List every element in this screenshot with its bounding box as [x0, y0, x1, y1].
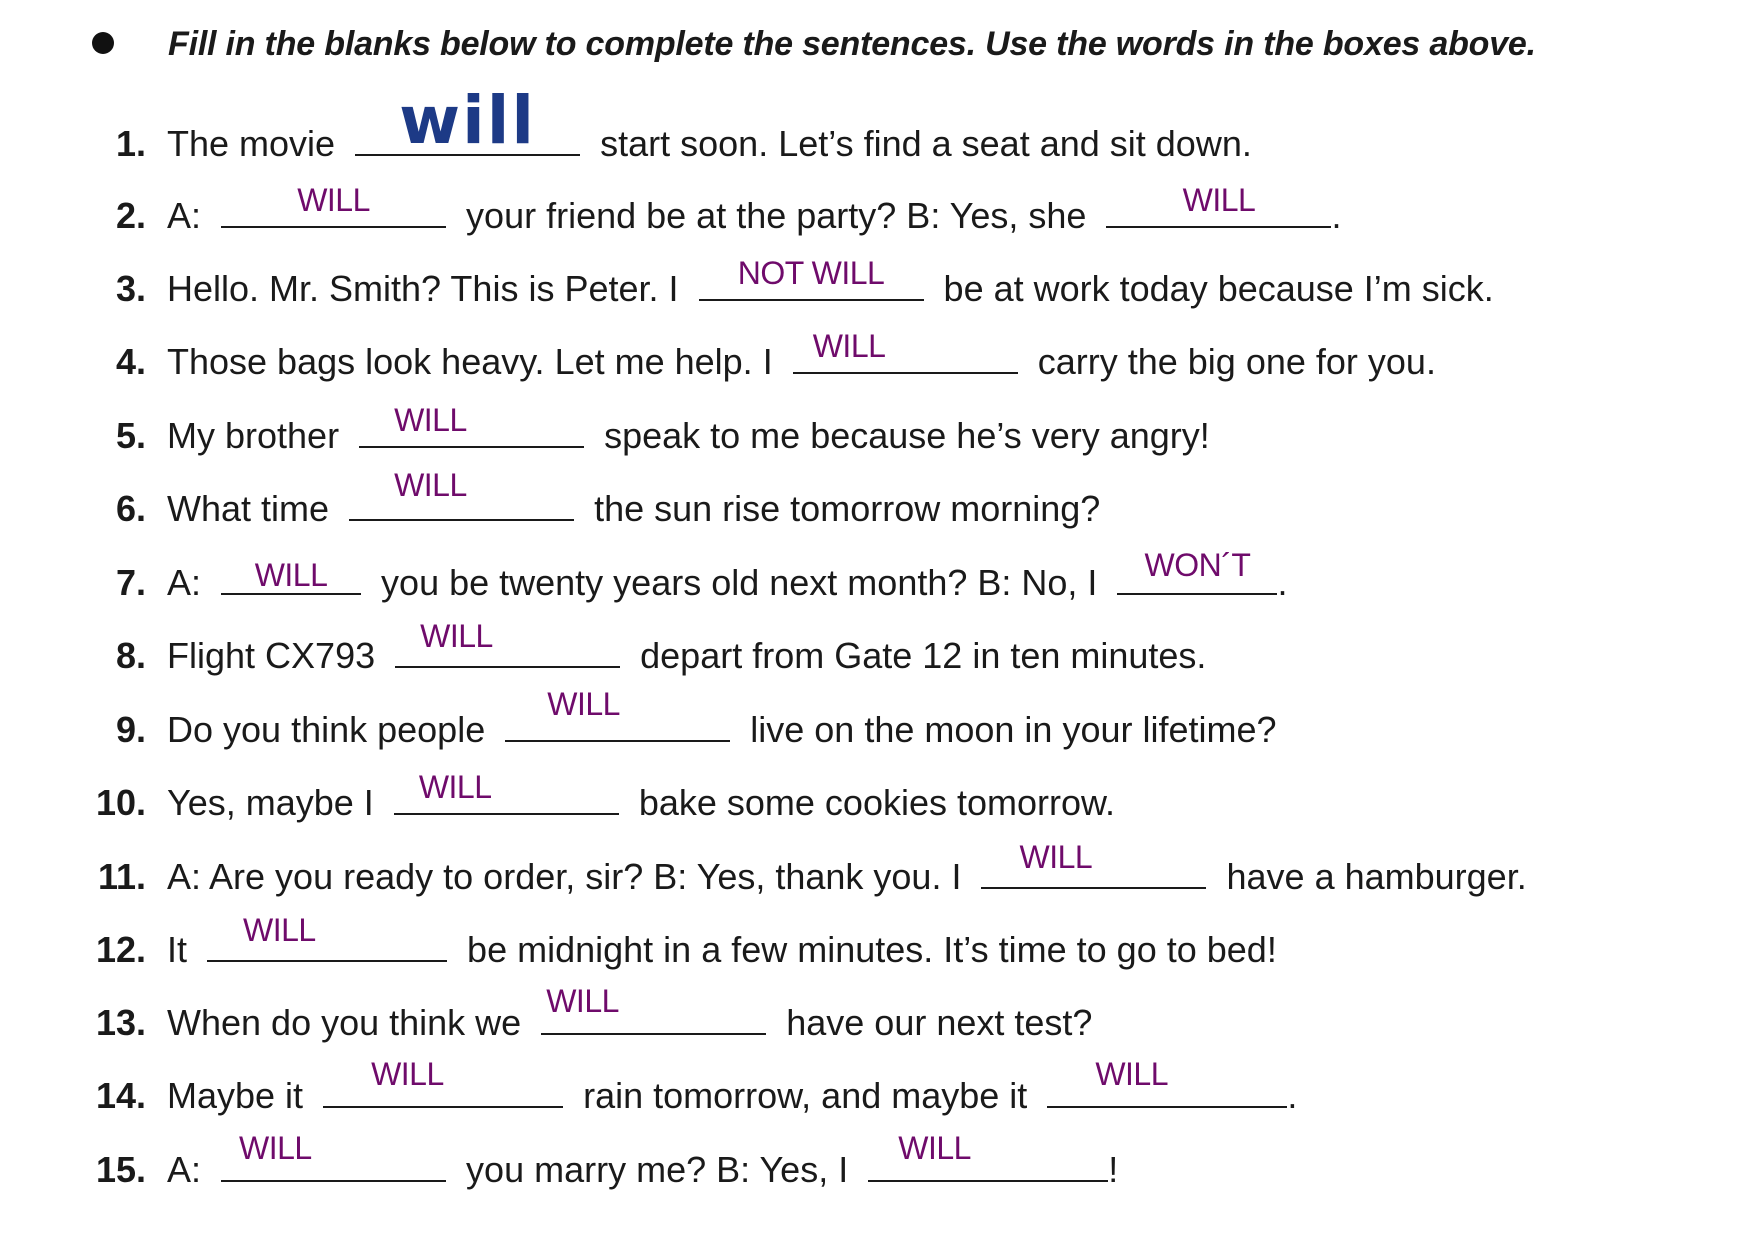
item-text-b: speak to me because he’s very angry!	[604, 415, 1210, 456]
item-number: 11.	[97, 856, 146, 897]
item-text-a: A: Are you ready to order, sir? B: Yes, thank you. I	[167, 856, 962, 897]
exercise-item-8	[0, 618, 1755, 686]
bullet-icon	[92, 32, 114, 54]
item-number: 4.	[115, 341, 146, 382]
answer-blank-1[interactable]	[355, 82, 580, 159]
item-text-a: Those bags look heavy. Let me help. I	[167, 341, 773, 382]
answer-text: WILL	[898, 1130, 971, 1166]
item-number: 5.	[115, 415, 146, 456]
answer-text: will	[399, 82, 537, 159]
item-text-b: have our next test?	[786, 1002, 1093, 1043]
exercise-item-5	[0, 402, 1755, 466]
item-text-b: have a hamburger.	[1226, 856, 1527, 897]
answer-text: WILL	[546, 983, 619, 1019]
exercise-item-11	[0, 839, 1755, 907]
answer-blank-1[interactable]	[505, 686, 730, 742]
exercise-item-10	[0, 769, 1755, 833]
answer-blank-2[interactable]	[1047, 1056, 1287, 1108]
answer-blank-1[interactable]	[349, 467, 574, 521]
item-text-a: A:	[167, 1149, 202, 1190]
exercise-item-15	[0, 1130, 1755, 1200]
item-number: 3.	[115, 268, 146, 309]
answer-text: WILL	[297, 182, 370, 218]
item-text-b: depart from Gate 12 in ten minutes.	[640, 635, 1207, 676]
item-text-a: My brother	[167, 415, 340, 456]
answer-blank-1[interactable]	[394, 769, 619, 815]
item-text-a: What time	[167, 488, 330, 529]
exercise-item-7	[0, 547, 1755, 613]
item-number: 14.	[95, 1075, 146, 1116]
answer-text: WILL	[1095, 1056, 1168, 1092]
item-number: 9.	[115, 709, 146, 750]
item-text-a: It	[167, 929, 188, 970]
exercise-item-1	[0, 82, 1755, 174]
answer-text: WILL	[394, 467, 467, 503]
item-text-b: the sun rise tomorrow morning?	[594, 488, 1101, 529]
answer-text: WILL	[1182, 182, 1256, 218]
item-text-a: When do you think we	[167, 1002, 522, 1043]
answer-text: WILL	[371, 1056, 444, 1092]
answer-text: WILL	[394, 402, 467, 438]
item-text-a: The movie	[167, 123, 336, 164]
item-text-b: you be twenty years old next month? B: No, I	[381, 562, 1098, 603]
answer-text: WILL	[418, 769, 492, 805]
item-text-b: be at work today because I’m sick.	[943, 268, 1494, 309]
answer-text: WILL	[1019, 839, 1093, 875]
instruction-text: Fill in the blanks below to complete the sentences. Use the words in the boxes above.	[168, 25, 1536, 63]
item-text-b: rain tomorrow, and maybe it	[583, 1075, 1028, 1116]
answer-blank-1[interactable]	[221, 557, 361, 595]
exercise-item-9	[0, 686, 1755, 760]
answer-text: WILL	[239, 1130, 312, 1166]
answer-text: WON´T	[1144, 547, 1251, 583]
answer-blank-1[interactable]	[541, 983, 766, 1035]
answer-blank-1[interactable]	[981, 839, 1206, 889]
item-number: 12.	[95, 929, 146, 970]
answer-blank-1[interactable]	[221, 1130, 446, 1182]
item-text-c: .	[1277, 562, 1288, 603]
item-text-a: A:	[167, 195, 202, 236]
item-text-b: bake some cookies tomorrow.	[638, 782, 1116, 823]
answer-text: WILL	[420, 618, 493, 654]
answer-text: WILL	[243, 912, 316, 948]
item-text-c: .	[1331, 195, 1342, 236]
answer-text: NOT WILL	[737, 255, 885, 291]
answer-text: WILL	[254, 557, 328, 593]
item-text-a: Yes, maybe I	[167, 782, 374, 823]
item-text-b: your friend be at the party? B: Yes, she	[466, 195, 1087, 236]
answer-blank-2[interactable]	[868, 1130, 1108, 1182]
item-text-a: Hello. Mr. Smith? This is Peter. I	[167, 268, 679, 309]
item-number: 1.	[115, 123, 146, 164]
item-number: 8.	[115, 635, 146, 676]
item-text-a: Do you think people	[167, 709, 486, 750]
exercise-item-12	[0, 912, 1755, 980]
answer-blank-2[interactable]	[1117, 547, 1277, 595]
answer-blank-1[interactable]	[323, 1056, 563, 1108]
item-text-b: be midnight in a few minutes. It’s time to go to bed!	[467, 929, 1277, 970]
item-text-a: Flight CX793	[167, 635, 376, 676]
exercise-item-13	[0, 983, 1755, 1053]
answer-blank-2[interactable]	[1106, 182, 1331, 228]
item-text-a: Maybe it	[167, 1075, 304, 1116]
exercise-item-4	[0, 328, 1755, 392]
item-number: 15.	[95, 1149, 146, 1190]
item-text-c: !	[1108, 1149, 1119, 1190]
exercise-item-6	[0, 467, 1755, 539]
item-text-b: carry the big one for you.	[1037, 341, 1436, 382]
answer-blank-1[interactable]	[359, 402, 584, 448]
answer-blank-1[interactable]	[793, 328, 1018, 374]
item-number: 2.	[115, 195, 146, 236]
exercise-item-14	[0, 1056, 1755, 1126]
item-text-a: A:	[167, 562, 202, 603]
answer-text: WILL	[547, 686, 620, 722]
answer-text: WILL	[812, 328, 886, 364]
answer-blank-1[interactable]	[699, 255, 924, 301]
exercise-item-3	[0, 255, 1755, 319]
item-text-c: .	[1287, 1075, 1298, 1116]
item-text-b: you marry me? B: Yes, I	[466, 1149, 849, 1190]
item-text-b: start soon. Let’s find a seat and sit down.	[600, 123, 1252, 164]
answer-blank-1[interactable]	[395, 618, 620, 668]
answer-blank-1[interactable]	[221, 182, 446, 228]
item-text-b: live on the moon in your lifetime?	[750, 709, 1277, 750]
item-number: 10.	[95, 782, 146, 823]
item-number: 6.	[115, 488, 146, 529]
answer-blank-1[interactable]	[207, 912, 447, 962]
item-number: 13.	[95, 1002, 146, 1043]
exercise-item-2	[0, 182, 1755, 246]
item-number: 7.	[115, 562, 146, 603]
